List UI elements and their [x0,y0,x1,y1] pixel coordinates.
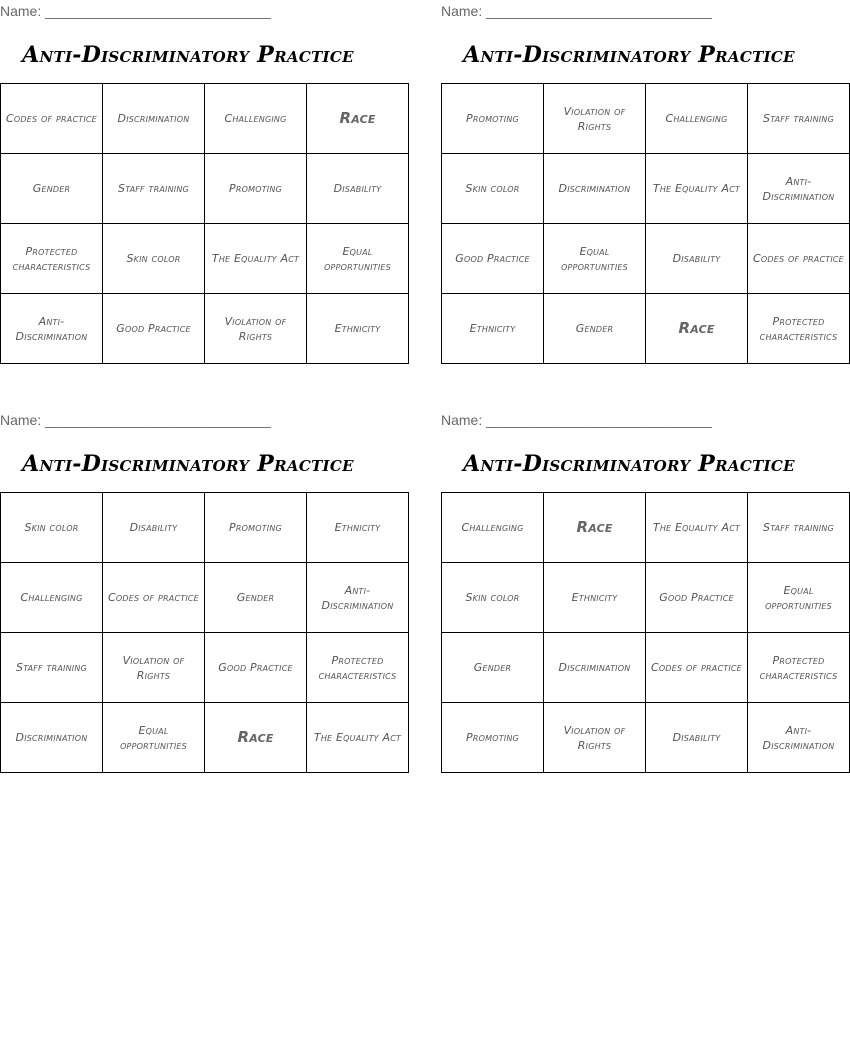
grid-cell: Race [544,493,646,563]
grid-cell: Gender [1,154,103,224]
grid-cell: Good Practice [442,224,544,294]
grid-cell: Equal opportunities [544,224,646,294]
grid-cell: Protected characteristics [307,633,409,703]
grid-cell: Good Practice [103,294,205,364]
grid-cell: The Equality Act [307,703,409,773]
grid-cell: The Equality Act [205,224,307,294]
grid-cell: Gender [442,633,544,703]
bingo-grid [0,83,409,364]
grid-cell: Equal opportunities [748,563,850,633]
grid-cell: Staff training [1,633,103,703]
grid-cell: Violation of Rights [205,294,307,364]
name-field[interactable]: Name: _____________________________ [0,3,271,19]
bingo-grid [441,492,850,773]
grid-cell: Equal opportunities [103,703,205,773]
grid-cell: Codes of practice [748,224,850,294]
grid-row [442,703,850,773]
grid-cell: Race [646,294,748,364]
grid-cell: Challenging [205,84,307,154]
grid-cell: Discrimination [103,84,205,154]
grid-cell: Staff training [748,493,850,563]
grid-cell: Equal opportunities [307,224,409,294]
name-field[interactable]: Name: _____________________________ [441,412,712,428]
name-field[interactable]: Name: _____________________________ [0,412,271,428]
grid-cell: Ethnicity [307,493,409,563]
grid-cell: Promoting [205,493,307,563]
grid-cell: Good Practice [646,563,748,633]
grid-row [1,563,409,633]
card-title: Anti-Discriminatory Practice [463,42,795,68]
grid-cell: Challenging [442,493,544,563]
grid-cell: Challenging [1,563,103,633]
grid-cell: Race [205,703,307,773]
grid-cell: Promoting [442,703,544,773]
grid-cell: Challenging [646,84,748,154]
grid-cell: Good Practice [205,633,307,703]
grid-cell: Skin color [442,154,544,224]
grid-row [442,224,850,294]
grid-cell: Codes of practice [1,84,103,154]
grid-cell: Disability [646,224,748,294]
grid-row [442,154,850,224]
grid-cell: The Equality Act [646,154,748,224]
grid-cell: Discrimination [1,703,103,773]
grid-cell: Staff training [748,84,850,154]
name-field[interactable]: Name: _____________________________ [441,3,712,19]
grid-cell: Violation of Rights [544,703,646,773]
grid-row [442,493,850,563]
bingo-grid [441,83,850,364]
grid-cell: Gender [544,294,646,364]
grid-cell: Protected characteristics [1,224,103,294]
grid-row [442,84,850,154]
grid-cell: Ethnicity [442,294,544,364]
grid-row [1,493,409,563]
card-title: Anti-Discriminatory Practice [22,451,354,477]
grid-cell: Promoting [205,154,307,224]
grid-cell: Protected characteristics [748,633,850,703]
grid-cell: Gender [205,563,307,633]
grid-cell: Disability [103,493,205,563]
grid-cell: Skin color [103,224,205,294]
grid-row [442,294,850,364]
grid-row [1,224,409,294]
grid-cell: Ethnicity [544,563,646,633]
grid-cell: Ethnicity [307,294,409,364]
grid-row [1,294,409,364]
grid-cell: Anti-Discrimination [748,154,850,224]
grid-cell: Anti-Discrimination [748,703,850,773]
grid-cell: Violation of Rights [544,84,646,154]
grid-row [442,633,850,703]
card-title: Anti-Discriminatory Practice [22,42,354,68]
grid-cell: Skin color [442,563,544,633]
card-title: Anti-Discriminatory Practice [463,451,795,477]
grid-cell: Codes of practice [646,633,748,703]
grid-row [1,84,409,154]
grid-row [1,154,409,224]
grid-cell: Disability [646,703,748,773]
grid-cell: The Equality Act [646,493,748,563]
grid-row [1,633,409,703]
grid-cell: Discrimination [544,154,646,224]
grid-cell: Anti-Discrimination [1,294,103,364]
grid-cell: Promoting [442,84,544,154]
grid-row [1,703,409,773]
grid-cell: Codes of practice [103,563,205,633]
grid-cell: Discrimination [544,633,646,703]
grid-row [442,563,850,633]
grid-cell: Disability [307,154,409,224]
grid-cell: Skin color [1,493,103,563]
grid-cell: Staff training [103,154,205,224]
grid-cell: Protected characteristics [748,294,850,364]
bingo-grid [0,492,409,773]
grid-cell: Anti-Discrimination [307,563,409,633]
grid-cell: Violation of Rights [103,633,205,703]
grid-cell: Race [307,84,409,154]
